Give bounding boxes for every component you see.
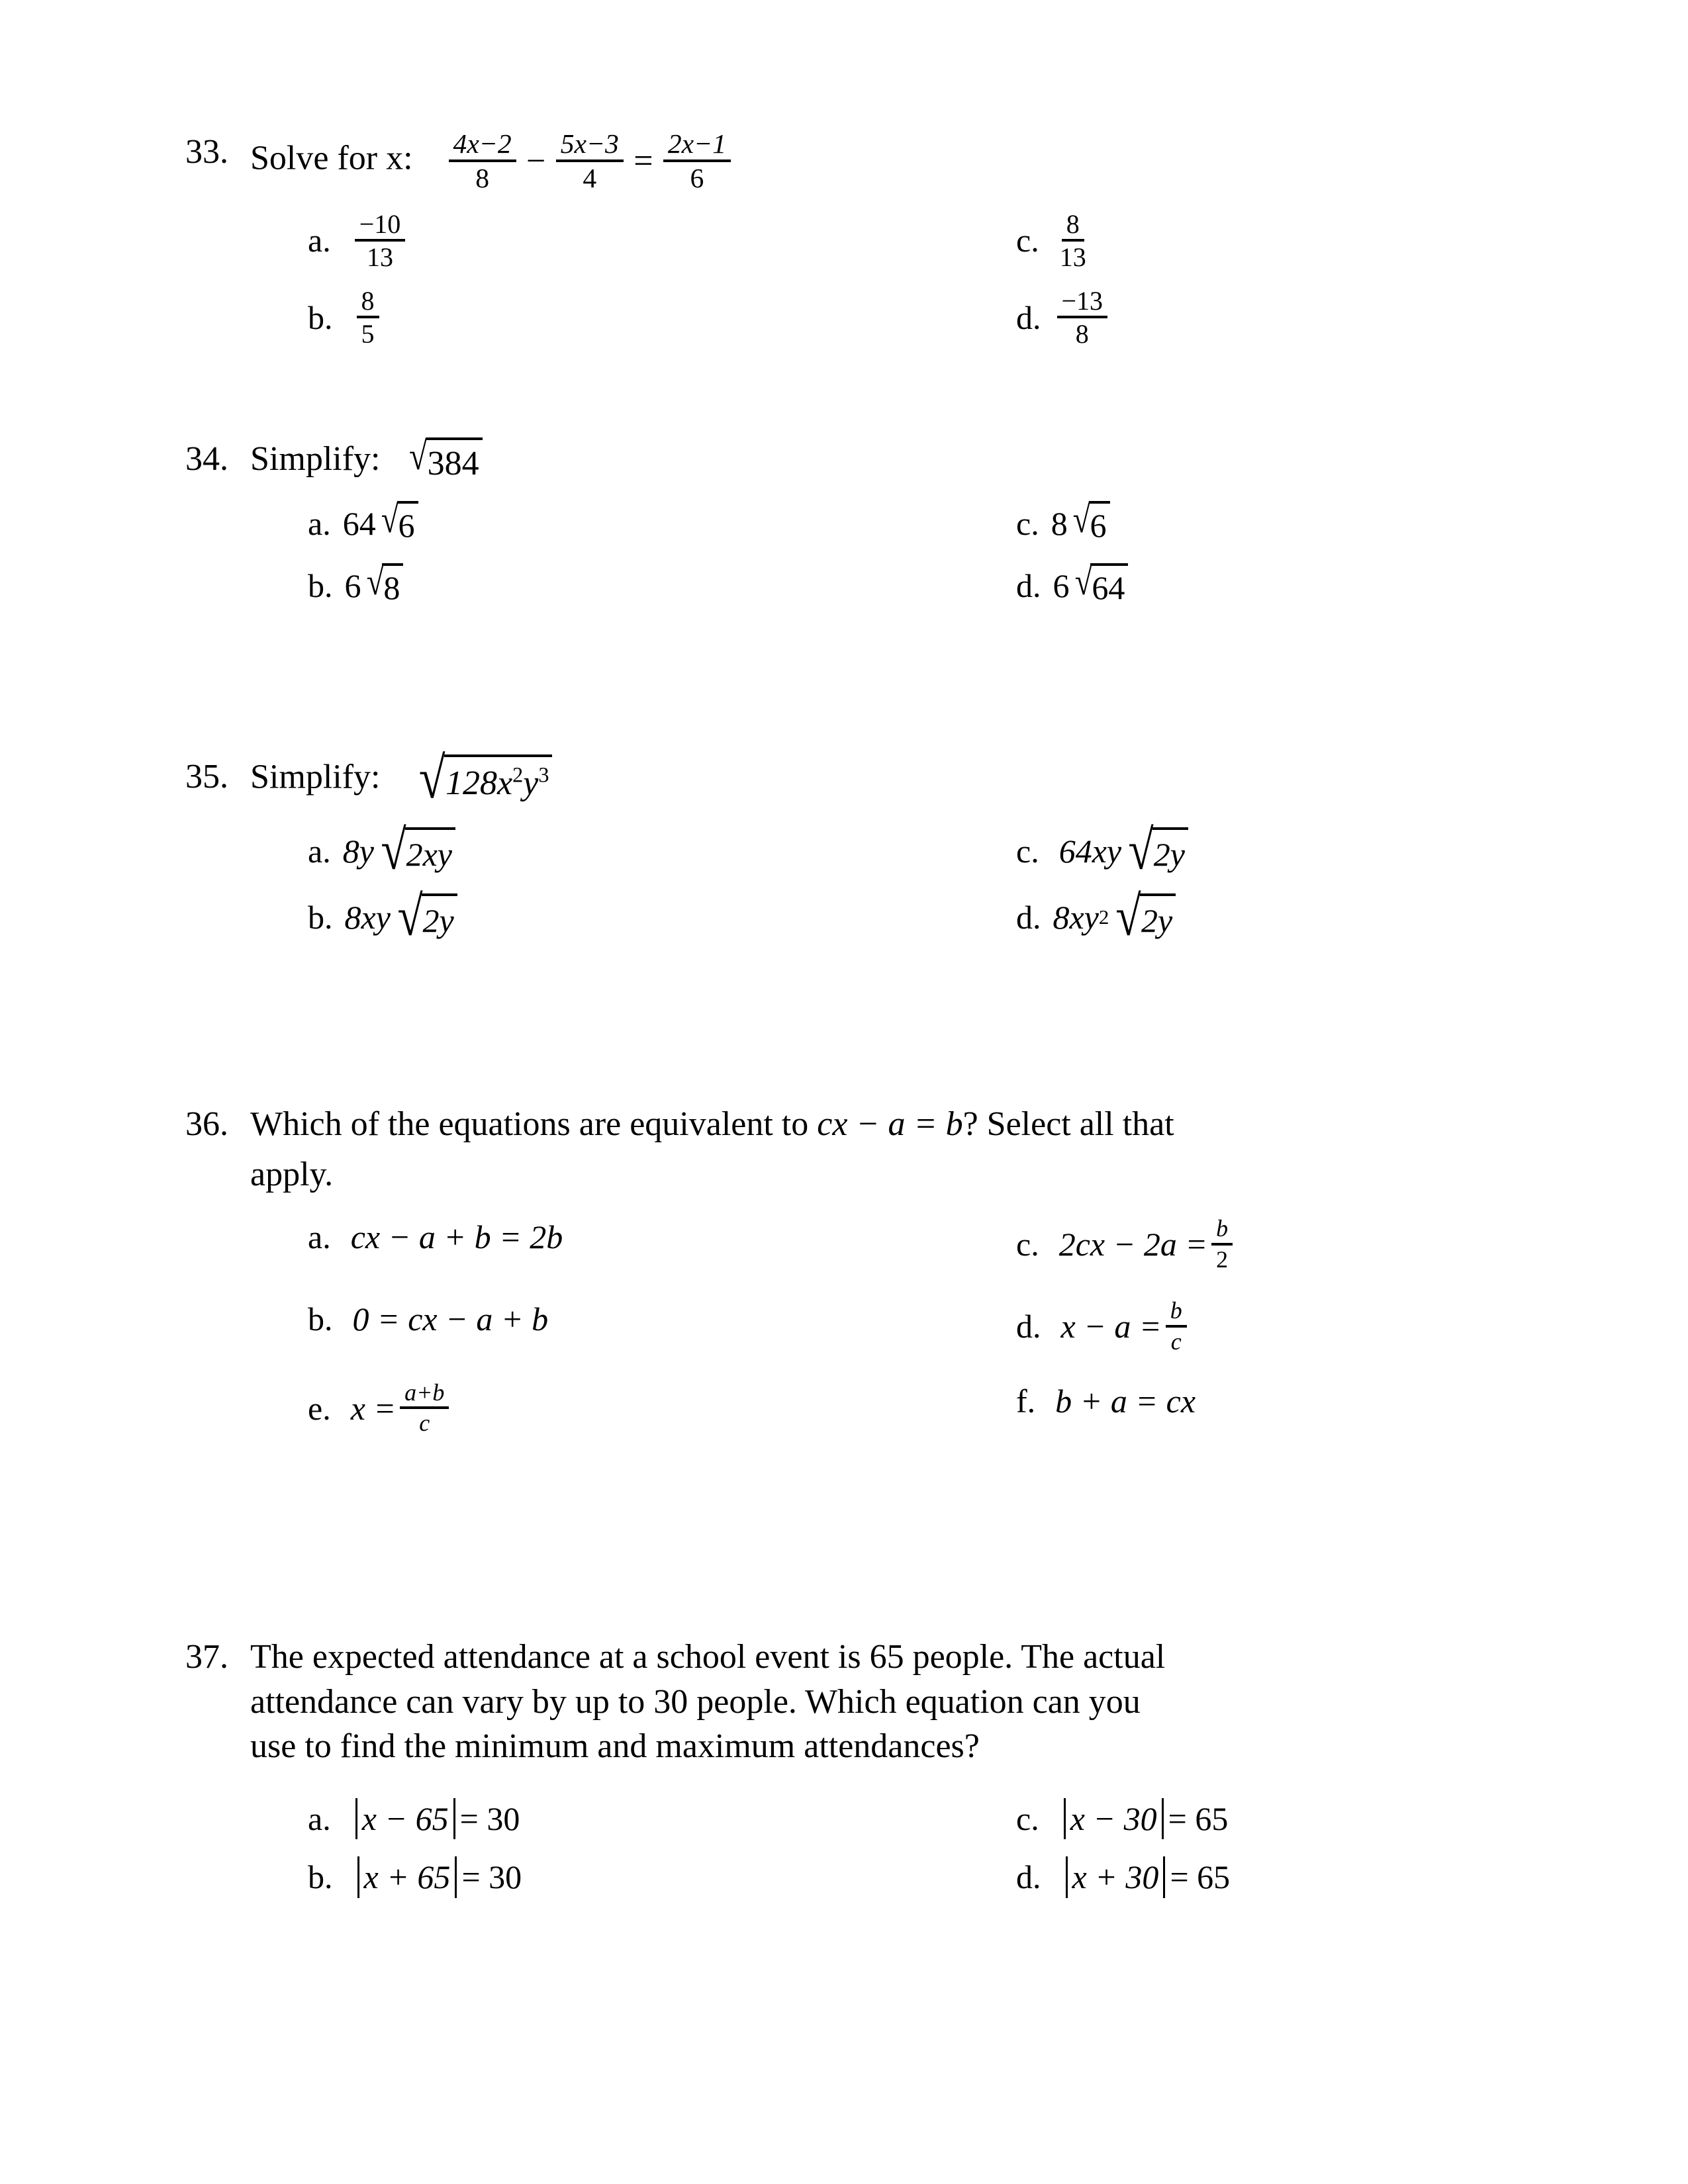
option-letter: b. <box>308 567 333 605</box>
radical-icon: √ <box>409 434 428 479</box>
option-letter: a. <box>308 1218 331 1256</box>
question-35-stem <box>185 745 1509 811</box>
option-value <box>351 1381 453 1436</box>
question-37-stem <box>185 1635 1509 1769</box>
fraction <box>1055 210 1091 271</box>
question-35-stem-body <box>246 745 1509 811</box>
result: = 30 <box>459 1799 520 1837</box>
option-36-b[interactable] <box>185 1298 917 1340</box>
option-value <box>1053 560 1130 609</box>
option-letter: c. <box>1016 504 1039 542</box>
question-36-options <box>185 1216 1509 1436</box>
radical <box>1071 560 1129 609</box>
coefficient: 6 <box>1053 567 1070 605</box>
radical-icon: √ <box>381 819 406 882</box>
option-value: 8xy 2 √ 2y <box>1053 893 1178 942</box>
option-35-b[interactable] <box>185 885 917 948</box>
question-37-stem-body <box>246 1635 1509 1769</box>
option-35-a[interactable] <box>185 819 917 882</box>
question-35-options <box>185 819 1509 948</box>
option-letter: b. <box>308 899 333 936</box>
result: = 65 <box>1168 1799 1229 1837</box>
question-37-stem-line-3: use to find the minimum and maximum attendances? <box>250 1727 980 1766</box>
option-letter: b. <box>308 298 333 336</box>
option-value <box>1051 210 1095 271</box>
option-row <box>185 819 1509 882</box>
equation-relation: = <box>633 142 653 180</box>
option-letter: c. <box>1016 222 1039 259</box>
option-34-a[interactable] <box>185 498 917 547</box>
question-34 <box>185 434 1509 609</box>
option-value: cx − a + b = 2b <box>350 1218 563 1256</box>
abs-bar-left <box>357 1856 359 1898</box>
option-row <box>185 885 1509 948</box>
option-row <box>185 210 1509 271</box>
abs-inner: x − 30 <box>1070 1799 1157 1837</box>
equation-left: 2cx − 2a = <box>1058 1225 1208 1263</box>
denominator: 2 <box>1216 1246 1229 1273</box>
option-letter: a. <box>308 1799 331 1837</box>
radical <box>392 885 457 948</box>
equation-left: x − a = <box>1060 1307 1162 1345</box>
radicand: 6 <box>1089 501 1110 547</box>
question-33-number: 33. <box>185 133 228 171</box>
radical-icon: √ <box>397 885 423 948</box>
result: = 65 <box>1170 1858 1231 1896</box>
option-35-d[interactable] <box>917 885 1612 948</box>
absolute-value <box>1059 1798 1168 1840</box>
radicand: 6 <box>397 501 418 547</box>
option-33-a[interactable] <box>185 210 917 271</box>
question-33 <box>185 130 1509 348</box>
radical-icon: √ <box>1128 819 1154 882</box>
option-value <box>1059 1798 1229 1840</box>
option-value: b + a = cx <box>1055 1382 1196 1420</box>
option-36-f[interactable] <box>917 1381 1612 1422</box>
option-letter: c. <box>1016 1225 1039 1263</box>
option-33-b[interactable] <box>185 287 917 348</box>
option-value <box>351 1798 520 1840</box>
option-row <box>185 1216 1509 1272</box>
abs-bar-right <box>455 1856 457 1898</box>
fraction <box>1166 1298 1187 1354</box>
coefficient: 6 <box>344 567 361 605</box>
option-value <box>344 560 405 609</box>
option-value <box>1058 819 1190 882</box>
equation-term-1 <box>449 130 516 193</box>
option-letter: b. <box>308 1858 333 1896</box>
question-37-stem-line-2: attendance can vary by up to 30 people. Which equation can you <box>250 1682 1141 1721</box>
abs-bar-right <box>1163 1856 1165 1898</box>
question-33-stem-label: Solve for x: <box>250 139 413 177</box>
question-34-stem <box>185 434 1509 486</box>
option-37-a[interactable] <box>185 1798 917 1840</box>
numerator: 8 <box>357 287 379 319</box>
option-33-d[interactable] <box>917 287 1612 348</box>
numerator: −13 <box>1057 287 1108 319</box>
radicand: 2y <box>1140 893 1176 942</box>
abs-inner: x + 30 <box>1072 1858 1159 1896</box>
term-3-numerator: 2x−1 <box>663 130 731 162</box>
abs-bar-right <box>453 1798 455 1840</box>
fraction <box>400 1381 449 1436</box>
option-letter: a. <box>308 222 331 259</box>
option-letter: a. <box>308 832 331 870</box>
radicand: 8 <box>382 563 403 609</box>
radical <box>363 560 404 609</box>
option-letter: d. <box>1016 1858 1041 1896</box>
coefficient: 64xy <box>1058 832 1122 870</box>
option-row <box>185 1798 1509 1840</box>
question-37 <box>185 1635 1509 1898</box>
equation-term-3 <box>663 130 731 193</box>
question-33-stem-body <box>246 130 1509 193</box>
option-value <box>1059 1216 1237 1272</box>
radical-icon: √ <box>1074 560 1092 604</box>
abs-inner: x + 65 <box>363 1858 451 1896</box>
question-34-stem-label: Simplify: <box>250 440 381 478</box>
question-36-number: 36. <box>185 1105 228 1143</box>
abs-bar-left <box>1064 1798 1066 1840</box>
fraction <box>1211 1216 1233 1272</box>
abs-bar-left <box>355 1798 357 1840</box>
option-letter: c. <box>1016 1799 1039 1837</box>
denominator: 5 <box>361 319 375 349</box>
absolute-value <box>1061 1856 1170 1898</box>
denominator: 13 <box>366 242 393 273</box>
option-letter: e. <box>308 1389 331 1427</box>
question-35-stem-label: Simplify: <box>250 758 381 796</box>
option-letter: d. <box>1016 1307 1041 1345</box>
option-value <box>351 210 410 271</box>
radicand: 64 <box>1090 563 1128 609</box>
radical <box>375 819 455 882</box>
question-34-radical <box>405 434 482 486</box>
absolute-value <box>351 1798 460 1840</box>
option-letter: d. <box>1016 899 1041 936</box>
option-letter: a. <box>308 504 331 542</box>
denominator: c <box>419 1410 430 1437</box>
radical <box>377 498 418 547</box>
numerator: −10 <box>355 210 406 242</box>
term-3-denominator: 6 <box>690 163 704 194</box>
option-37-d[interactable] <box>917 1856 1612 1898</box>
question-34-stem-body <box>246 434 1509 486</box>
abs-bar-right <box>1162 1798 1164 1840</box>
question-33-stem <box>185 130 1509 193</box>
radicand-exp-2: 3 <box>538 762 549 787</box>
option-35-c[interactable] <box>917 819 1612 882</box>
radicand: 2xy <box>405 827 455 876</box>
fraction <box>1057 287 1108 348</box>
option-36-a[interactable] <box>185 1216 917 1258</box>
radical <box>1069 498 1110 547</box>
option-letter: d. <box>1016 567 1041 605</box>
option-letter: f. <box>1016 1382 1036 1420</box>
radical-icon: √ <box>381 498 399 541</box>
radical-icon: √ <box>419 745 445 811</box>
denominator: c <box>1170 1328 1182 1355</box>
equation-left: x = <box>350 1389 397 1427</box>
coefficient: 8xy <box>344 899 391 936</box>
denominator: 13 <box>1059 242 1086 273</box>
radical-icon: √ <box>366 560 384 604</box>
question-36-stem-line-2: apply. <box>250 1155 334 1193</box>
radical <box>1123 819 1188 882</box>
option-row <box>185 560 1509 609</box>
question-37-stem-line-1: The expected attendance at a school event is 65 people. The actual <box>250 1638 1166 1676</box>
coefficient: 8y <box>342 832 374 870</box>
radicand-number: 128 <box>445 764 497 802</box>
question-36-stem-equation: cx − a = b <box>817 1105 963 1143</box>
question-37-number: 37. <box>185 1638 228 1676</box>
radical-icon: √ <box>1072 498 1090 541</box>
question-37-options <box>185 1798 1509 1898</box>
option-value <box>342 498 420 547</box>
option-value <box>353 1856 522 1898</box>
option-value <box>1061 1856 1231 1898</box>
option-row <box>185 498 1509 547</box>
fraction <box>357 287 379 348</box>
option-value <box>353 287 383 348</box>
option-value <box>1051 498 1111 547</box>
term-2-denominator: 4 <box>583 163 597 194</box>
question-35-number: 35. <box>185 758 228 796</box>
option-34-d[interactable] <box>917 560 1612 609</box>
denominator: 8 <box>1075 319 1089 349</box>
absolute-value <box>353 1856 462 1898</box>
question-36-stem <box>185 1102 1509 1197</box>
option-row <box>185 1856 1509 1898</box>
radicand-var-1: x <box>497 764 513 802</box>
option-36-d[interactable] <box>917 1298 1612 1354</box>
option-37-c[interactable] <box>917 1798 1612 1840</box>
coefficient: 8 <box>1051 504 1068 542</box>
equation-term-2 <box>556 130 624 193</box>
option-value <box>344 885 459 948</box>
radicand <box>444 754 552 806</box>
option-34-c[interactable] <box>917 498 1612 547</box>
question-35-radical <box>413 745 552 811</box>
option-value <box>1053 287 1112 348</box>
numerator: 8 <box>1062 210 1084 242</box>
option-row <box>185 287 1509 348</box>
fraction <box>355 210 406 271</box>
option-value <box>342 819 457 882</box>
numerator: b <box>1166 1298 1187 1327</box>
question-36-stem-suffix: ? Select all that <box>962 1105 1174 1143</box>
option-row <box>185 1381 1509 1436</box>
term-2-numerator: 5x−3 <box>556 130 624 162</box>
term-1-numerator: 4x−2 <box>449 130 516 162</box>
question-34-number: 34. <box>185 440 228 478</box>
question-36 <box>185 1102 1509 1436</box>
question-35 <box>185 745 1509 948</box>
question-33-options <box>185 210 1509 348</box>
option-letter: c. <box>1016 832 1039 870</box>
radical-icon: √ <box>1115 885 1142 948</box>
option-letter: b. <box>308 1300 333 1338</box>
numerator: b <box>1211 1216 1233 1245</box>
option-37-b[interactable] <box>185 1856 917 1898</box>
coefficient: 64 <box>342 504 376 542</box>
question-36-stem-prefix: Which of the equations are equivalent to <box>250 1105 809 1143</box>
option-36-e[interactable] <box>185 1381 917 1436</box>
question-34-options <box>185 498 1509 609</box>
radicand: 2y <box>1152 827 1188 876</box>
radicand-exp-1: 2 <box>512 762 524 787</box>
result: = 30 <box>461 1858 522 1896</box>
radicand: 384 <box>426 437 483 486</box>
option-value <box>1061 1298 1191 1354</box>
option-34-b[interactable] <box>185 560 917 609</box>
coefficient: 8xy <box>1053 899 1099 936</box>
radicand: 2y <box>422 893 457 942</box>
numerator: a+b <box>400 1381 449 1409</box>
term-1-denominator: 8 <box>475 163 489 194</box>
abs-bar-left <box>1066 1856 1068 1898</box>
option-33-c[interactable] <box>917 210 1612 271</box>
option-value: 0 = cx − a + b <box>352 1300 549 1338</box>
option-row <box>185 1298 1509 1354</box>
radicand-var-2: y <box>523 764 539 802</box>
option-36-c[interactable] <box>917 1216 1612 1272</box>
equation-operator-1: − <box>526 142 546 180</box>
question-33-equation <box>445 130 735 193</box>
option-letter: d. <box>1016 298 1041 336</box>
abs-inner: x − 65 <box>361 1799 449 1837</box>
question-36-stem-body <box>246 1102 1509 1197</box>
